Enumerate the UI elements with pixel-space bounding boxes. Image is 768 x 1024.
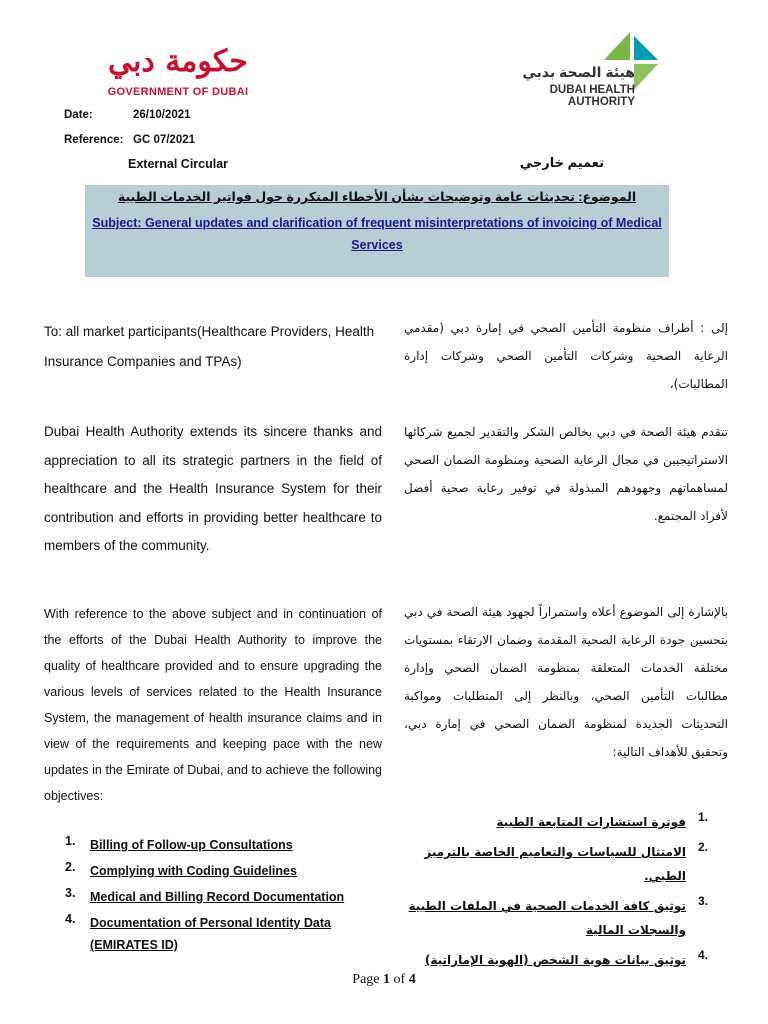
government-of-dubai-logo-english: GOVERNMENT OF DUBAI bbox=[107, 86, 249, 98]
objectives-list-arabic bbox=[408, 810, 708, 978]
page-total: 4 bbox=[408, 972, 416, 987]
list-item-number: 3. bbox=[65, 886, 76, 900]
list-item bbox=[65, 912, 383, 956]
list-item-text: توثيق كافة الخدمات الصحية في الملفات الطبية والسجلات المالية bbox=[408, 899, 686, 937]
list-item bbox=[65, 886, 383, 908]
reference-paragraph-arabic: بالإشارة إلى الموضوع أعلاه واستمراراً لجهود هيئة الصحة في دبي بتحسين جودة الرعاية الصحية المقدمة وضمان الارتقاء بمستويات مختلفة الخدمات المتعلقة بمنظومة الضمان الصحي وإدارة مطالبات التأمين الصحي، وبالنظر إلى المتطلبات ومواكبة التحديثات الجديدة لمنظومة الضمان الصحي في إمارة دبي، وتحقيق للأهداف التالية: bbox=[404, 605, 728, 759]
list-item-text: Documentation of Personal Identity Data (EMIRATES ID) bbox=[90, 916, 332, 952]
list-item-number: .1 bbox=[697, 810, 708, 824]
list-item-number: .4 bbox=[697, 948, 708, 962]
circular-type-arabic: تعميم خارجي bbox=[519, 155, 604, 170]
list-item bbox=[408, 810, 708, 834]
reference-label: Reference: bbox=[64, 134, 124, 146]
addressee-english: To: all market participants(Healthcare Providers, Health Insurance Companies and TPAs) bbox=[44, 324, 375, 369]
list-item-number: .2 bbox=[697, 840, 708, 854]
page-of: of bbox=[393, 972, 406, 987]
reference-paragraph-english: With reference to the above subject and in continuation of the efforts of the Dubai Health Authority to improve the quality of healthcare provided and to ensure upgrading the various levels of services related to the Health Insurance System, the management of health insurance claims and in view of the requirements and keeping pace with the new updates in the Emirate of Dubai, and to achieve the following objectives: bbox=[44, 607, 382, 803]
list-item-number: 4. bbox=[65, 912, 76, 926]
date-value: 26/10/2021 bbox=[133, 109, 191, 121]
date-label: Date: bbox=[64, 109, 93, 121]
circular-type-english: External Circular bbox=[128, 157, 229, 171]
list-item-text: توثيق بيانات هوية الشخص (الهوية الإماراتية) bbox=[424, 953, 686, 967]
reference-value: GC 07/2021 bbox=[133, 134, 196, 146]
list-item-text: فوترة استشارات المتابعة الطبية bbox=[496, 815, 686, 829]
objectives-list-english bbox=[65, 834, 383, 960]
government-of-dubai-logo-arabic: حكومة دبي bbox=[108, 44, 248, 79]
list-item bbox=[65, 834, 383, 856]
subject-english: Subject: General updates and clarification of frequent misinterpretations of invoicing of Medical Services bbox=[92, 216, 662, 252]
list-item bbox=[408, 894, 708, 942]
list-item-number: .3 bbox=[697, 894, 708, 908]
list-item-number: 1. bbox=[65, 834, 76, 848]
list-item-number: 2. bbox=[65, 860, 76, 874]
page-word: Page bbox=[352, 972, 380, 987]
list-item-text: Billing of Follow-up Consultations bbox=[90, 838, 293, 852]
list-item bbox=[408, 840, 708, 888]
list-item-text: الامتثال للسياسات والتعاميم الخاصة بالترميز الطبي. bbox=[424, 845, 686, 883]
list-item bbox=[408, 948, 708, 972]
page-current: 1 bbox=[383, 972, 391, 987]
list-item-text: Medical and Billing Record Documentation bbox=[90, 890, 345, 904]
list-item bbox=[65, 860, 383, 882]
thanks-paragraph-arabic: تتقدم هيئة الصحة في دبي بخالص الشكر والتقدير لجميع شركائها الاستراتيجيين في مجال الرعاية الصحية ومنظومة الضمان الصحي لمساهماتهم وجهودهم المبذولة في توفير رعاية صحية أفضل لأفراد المجتمع. bbox=[404, 425, 728, 523]
page-number bbox=[0, 972, 768, 988]
list-item-text: Complying with Coding Guidelines bbox=[90, 864, 297, 878]
dha-name-english: DUBAI HEALTH AUTHORITY bbox=[549, 84, 635, 108]
subject-arabic: الموضوع: تحديثات عامة وتوضيحات بشأن الأخطاء المتكررة حول فواتير الخدمات الطبية bbox=[117, 190, 637, 204]
thanks-paragraph-english: Dubai Health Authority extends its sincere thanks and appreciation to all its strategic partners in the field of healthcare and the Health Insurance System for their contribution and efforts in providing better healthcare to members of the community. bbox=[44, 424, 382, 553]
dha-name-arabic: هيئة الصحة بدبي bbox=[522, 64, 635, 80]
addressee-arabic: إلى : أطراف منظومة التأمين الصحي في إمارة دبي (مقدمي الرعاية الصحية وشركات التأمين الصحي وشركات إدارة المطالبات)، bbox=[404, 321, 728, 391]
